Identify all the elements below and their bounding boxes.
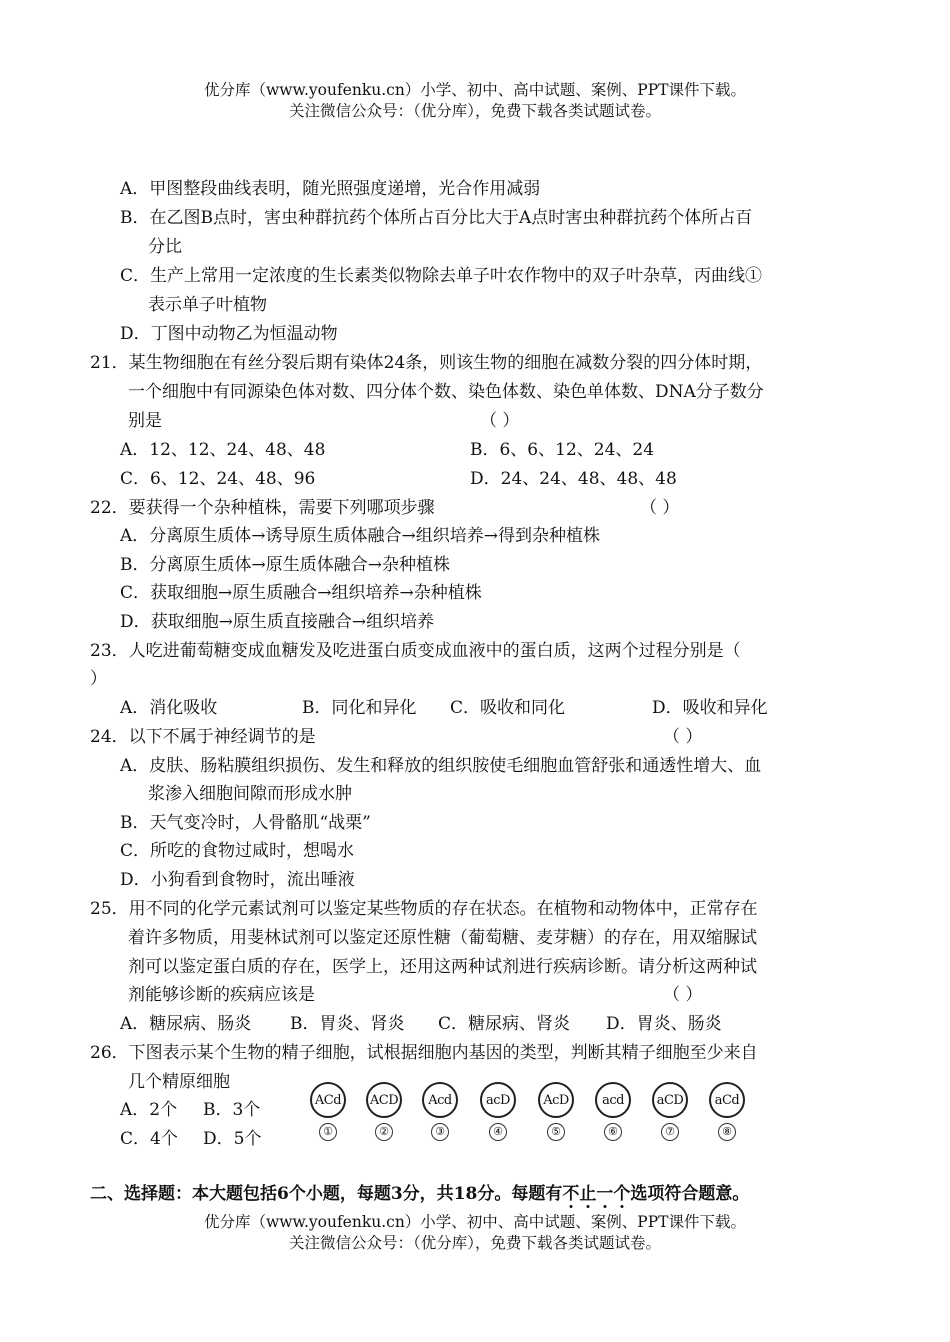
q25-option-b: B．胃炎、肾炎 <box>290 1014 405 1034</box>
cell-number: ④ <box>489 1123 507 1141</box>
section-2-emphasis: 个 <box>613 1184 631 1204</box>
cell-genes: Acd <box>422 1082 458 1118</box>
q25-stem-line4: 剂能够诊断的疾病应该是 <box>128 985 315 1005</box>
q21-stem-line3: 别是 <box>128 411 162 431</box>
q21-stem-line2: 一个细胞中有同源染色体对数、四分体个数、染色体数、染色单体数、DNA分子数分 <box>128 382 764 402</box>
q24-option-b: B．天气变冷时，人骨骼肌“战栗” <box>120 813 371 833</box>
q25-option-a: A．糖尿病、肠炎 <box>120 1014 252 1034</box>
section-2-emphasis: 一 <box>596 1184 614 1204</box>
cell-number: ⑤ <box>547 1123 565 1141</box>
header-line-1: 优分库（www.youfenku.cn）小学、初中、高中试题、案例、PPT课件下载。 <box>203 81 747 99</box>
cell-genes: ACd <box>310 1082 346 1118</box>
q24-option-d: D．小狗看到食物时，流出唾液 <box>120 870 355 890</box>
q22-answer-bracket: （ ） <box>640 498 680 518</box>
q20-option-c-line1: C．生产上常用一定浓度的生长素类似物除去单子叶农作物中的双子叶杂草，丙曲线① <box>120 266 763 286</box>
q20-option-d: D．丁图中动物乙为恒温动物 <box>120 324 338 344</box>
section-2-emphasis: 止 <box>579 1184 597 1204</box>
sperm-cell <box>308 1082 348 1141</box>
q22-option-c: C．获取细胞→原生质融合→组织培养→杂种植株 <box>120 583 482 603</box>
q21-stem-line1: 21．某生物细胞在有丝分裂后期有染体24条，则该生物的细胞在减数分裂的四分体时期， <box>90 353 763 373</box>
cell-genes: aCd <box>709 1082 745 1118</box>
q25-option-c: C．糖尿病、肾炎 <box>438 1014 571 1034</box>
q21-answer-bracket: （ ） <box>480 411 520 431</box>
section-2-heading <box>90 1182 749 1206</box>
q20-option-b-line2: 分比 <box>148 237 182 257</box>
q26-stem-line2: 几个精原细胞 <box>128 1072 230 1092</box>
q24-option-c: C．所吃的食物过咸时，想喝水 <box>120 841 355 861</box>
q23-stem-line1: 23．人吃进葡萄糖变成血糖发及吃进蛋白质变成血液中的蛋白质，这两个过程分别是（ <box>90 641 741 661</box>
q25-stem-line1: 25．用不同的化学元素试剂可以鉴定某些物质的存在状态。在植物和动物体中，正常存在 <box>90 899 758 919</box>
q20-option-c-line2: 表示单子叶植物 <box>148 295 267 315</box>
q26-option-c: C．4个 <box>120 1129 178 1149</box>
cell-number: ② <box>375 1123 393 1141</box>
cell-number: ③ <box>431 1123 449 1141</box>
cell-genes: ACD <box>366 1082 402 1118</box>
sperm-cell <box>420 1082 460 1141</box>
q24-stem: 24．以下不属于神经调节的是 <box>90 727 316 747</box>
q22-stem: 22．要获得一个杂种植株，需要下列哪项步骤 <box>90 498 435 518</box>
q21-option-b: B．6、6、12、24、24 <box>470 440 655 460</box>
sperm-cell <box>707 1082 747 1141</box>
sperm-cell <box>593 1082 633 1141</box>
q22-option-d: D．获取细胞→原生质直接融合→组织培养 <box>120 612 435 632</box>
cell-genes: acD <box>480 1082 516 1118</box>
cell-number: ⑧ <box>718 1123 736 1141</box>
q23-stem-line2: ） <box>90 669 107 689</box>
q23-option-a: A．消化吸收 <box>120 698 218 718</box>
q22-option-b: B．分离原生质体→原生质体融合→杂种植株 <box>120 555 450 575</box>
q25-answer-bracket: （ ） <box>663 985 703 1005</box>
footer-line-1: 优分库（www.youfenku.cn）小学、初中、高中试题、案例、PPT课件下载。 <box>203 1213 747 1231</box>
q26-option-b: B．3个 <box>203 1100 261 1120</box>
q21-option-c: C．6、12、24、48、96 <box>120 469 316 489</box>
q24-option-a-line2: 浆渗入细胞间隙而形成水肿 <box>148 784 352 804</box>
section-2-prefix: 二、选择题：本大题包括6个小题，每题3分，共18分。每题有 <box>90 1184 563 1204</box>
q26-stem-line1: 26．下图表示某个生物的精子细胞，试根据细胞内基因的类型，判断其精子细胞至少来自 <box>90 1043 758 1063</box>
q20-option-b-line1: B．在乙图B点时，害虫种群抗药个体所占百分比大于A点时害虫种群抗药个体所占百 <box>120 208 753 228</box>
q23-option-d: D．吸收和异化 <box>652 698 768 718</box>
q24-answer-bracket: （ ） <box>663 727 703 747</box>
q21-option-a: A．12、12、24、48、48 <box>120 440 326 460</box>
header-line-2: 关注微信公众号：（优分库），免费下载各类试题试卷。 <box>288 102 661 120</box>
section-2-suffix: 选项符合题意。 <box>630 1184 750 1204</box>
cell-genes: acd <box>595 1082 631 1118</box>
section-2-emphasis: 不 <box>562 1184 580 1204</box>
sperm-cell <box>478 1082 518 1141</box>
sperm-cell <box>650 1082 690 1141</box>
cell-genes: AcD <box>538 1082 574 1118</box>
footer-line-2: 关注微信公众号：（优分库），免费下载各类试题试卷。 <box>288 1234 661 1252</box>
q25-stem-line2: 着许多物质，用斐林试剂可以鉴定还原性糖（葡萄糖、麦芽糖）的存在，用双缩脲试 <box>128 928 757 948</box>
q23-option-b: B．同化和异化 <box>302 698 417 718</box>
cell-genes: aCD <box>652 1082 688 1118</box>
q20-option-a: A．甲图整段曲线表明，随光照强度递增，光合作用减弱 <box>120 179 541 199</box>
q22-option-a: A．分离原生质体→诱导原生质体融合→组织培养→得到杂种植株 <box>120 526 601 546</box>
q26-option-a: A．2个 <box>120 1100 178 1120</box>
q21-option-d: D．24、24、48、48、48 <box>470 469 677 489</box>
sperm-cell <box>536 1082 576 1141</box>
q26-option-d: D．5个 <box>203 1129 262 1149</box>
q25-option-d: D．胃炎、肠炎 <box>606 1014 722 1034</box>
cell-number: ⑥ <box>604 1123 622 1141</box>
cell-number: ⑦ <box>661 1123 679 1141</box>
q23-option-c: C．吸收和同化 <box>450 698 566 718</box>
cell-number: ① <box>319 1123 337 1141</box>
q24-option-a-line1: A．皮肤、肠粘膜组织损伤、发生和释放的组织胺使毛细胞血管舒张和通透性增大、血 <box>120 756 762 776</box>
sperm-cell <box>364 1082 404 1141</box>
q25-stem-line3: 剂可以鉴定蛋白质的存在，医学上，还用这两种试剂进行疾病诊断。请分析这两种试 <box>128 957 757 977</box>
